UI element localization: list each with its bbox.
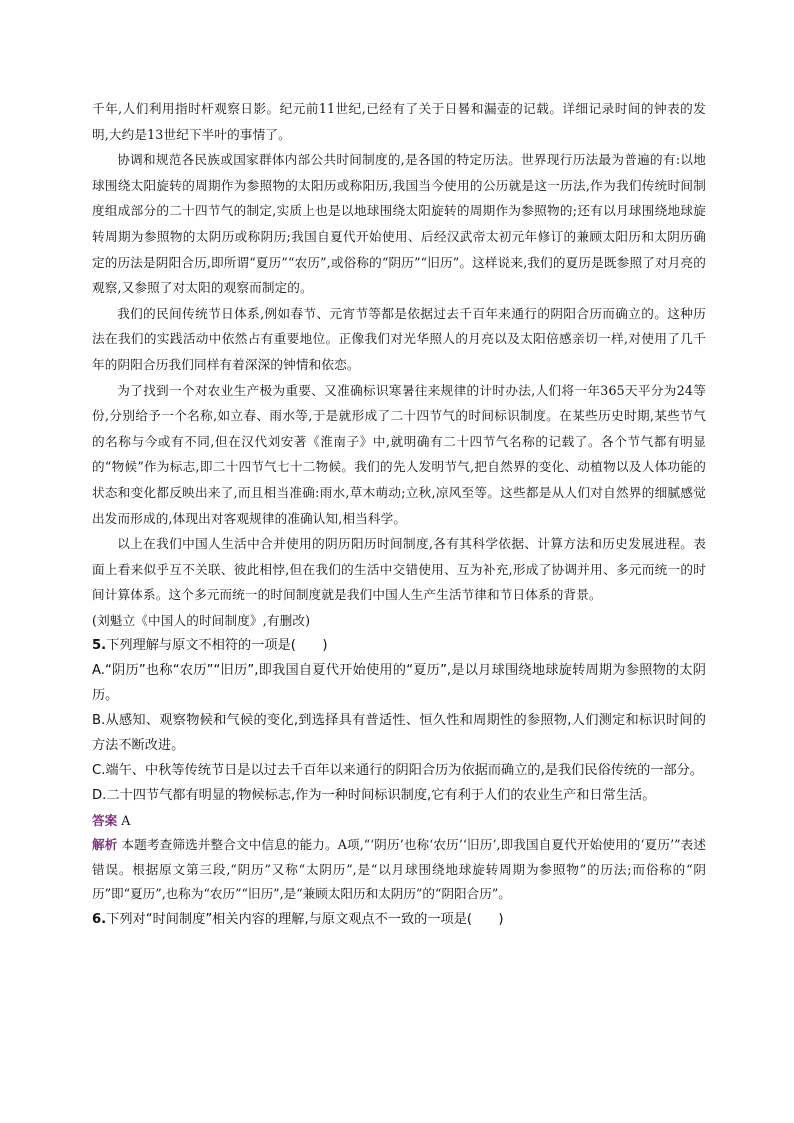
question-5-option-c: C.端午、中秋等传统节日是以过去千百年以来通行的阴阳合历为依据而确立的,是我们民俗传统的一部分。 bbox=[92, 763, 704, 779]
question-6-stem bbox=[92, 907, 706, 932]
question-5-answer bbox=[92, 808, 706, 833]
explanation-label: 解析 bbox=[92, 837, 118, 853]
explanation-text: 本题考查筛选并整合文中信息的能力。A项,“‘阴历’也称‘农历’‘旧历’,即我国自夏代开始使用的‘夏历’”表述错误。根据原文第三段,“阴历”又称“太阴历”,是“以月球围绕地球旋转周期为参照物”的历法;而俗称的“阴历”即“夏历”,也称为“农历”“旧历”,是“兼顾太阳历和太阴历”的“阴阳合历”。 bbox=[92, 837, 706, 902]
passage-paragraph-5: 以上在我们中国人生活中合并使用的阴历阳历时间制度,各有其科学依据、计算方法和历史发展进程。表面上看来似乎互不关联、彼此相悖,但在我们的生活中交错使用、互为补充,形成了协调并用、多元而统一的时间计算体系。这个多元而统一的时间制度就是我们中国人生产生活节律和节日体系的背景。 bbox=[92, 536, 706, 603]
answer-value: A bbox=[121, 813, 131, 829]
answer-label: 答案 bbox=[92, 813, 118, 829]
question-5-option-a: A.“阴历”也称“农历”“旧历”,即我国自夏代开始使用的“夏历”,是以月球围绕地球旋转周期为参照物的太阴历。 bbox=[92, 663, 706, 704]
question-5-number: 5. bbox=[92, 638, 107, 654]
reading-passage bbox=[92, 96, 706, 633]
passage-source: (刘魁立《中国人的时间制度》,有删改) bbox=[92, 612, 311, 628]
question-5-explanation bbox=[92, 833, 706, 907]
passage-paragraph-1: 千年,人们利用指时杆观察日影。纪元前11世纪,已经有了关于日晷和漏壶的记载。详细记录时间的钟表的发明,大约是13世纪下半叶的事情了。 bbox=[92, 101, 706, 142]
document-page bbox=[92, 96, 706, 932]
passage-paragraph-2: 协调和规范各民族或国家群体内部公共时间制度的,是各国的特定历法。世界现行历法最为普遍的有:以地球围绕太阳旋转的周期作为参照物的太阳历或称阳历,我国当今使用的公历就是这一历法,作为我们传统时间制度组成部分的二十四节气的制定,实质上也是以地球围绕太阳旋转的周期作为参照物的;还有以月球围绕地球旋转周期为参照物的太阴历或称阴历;我国自夏代开始使用、后经汉武帝太初元年修订的兼顾太阳历和太阴历确定的历法是阴阳合历,即所谓“夏历”“农历”,或俗称的“阴历”“旧历”。这样说来,我们的夏历是既参照了对月亮的观察,又参照了对太阳的观察而制定的。 bbox=[92, 152, 706, 296]
passage-paragraph-3: 我们的民间传统节日体系,例如春节、元宵节等都是依据过去千百年来通行的阴阳合历而确立的。这种历法在我们的实践活动中依然占有重要地位。正像我们对光华照人的月亮以及太阳倍感亲切一样,对使用了几千年的阴阳合历我们同样有着深深的钟情和依恋。 bbox=[92, 305, 706, 372]
passage-paragraph-4: 为了找到一个对农业生产极为重要、又准确标识寒暑往来规律的计时办法,人们将一年365天平分为24等份,分别给予一个名称,如立春、雨水等,于是就形成了二十四节气的时间标识制度。在某些历史时期,某些节气的名称与今或有不同,但在汉代刘安著《淮南子》中,就明确有二十四节气名称的记载了。各个节气都有明显的“物候”作为标志,即二十四节气七十二物候。我们的先人发明节气,把自然界的变化、动植物以及人体功能的状态和变化都反映出来了,而且相当准确:雨水,草木萌动;立秋,凉风至等。这些都是从人们对自然界的细腻感觉出发而形成的,体现出对客观规律的准确认知,相当科学。 bbox=[92, 382, 706, 526]
question-5-text: 下列理解与原文不相符的一项是( ) bbox=[106, 638, 328, 654]
question-6-number: 6. bbox=[92, 911, 107, 927]
question-5 bbox=[92, 633, 706, 907]
question-5-stem bbox=[92, 633, 706, 658]
question-6 bbox=[92, 907, 706, 932]
question-6-text: 下列对“时间制度”相关内容的理解,与原文观点不一致的一项是( ) bbox=[106, 911, 504, 927]
question-5-option-d: D.二十四节气都有明显的物候标志,作为一种时间标识制度,它有利于人们的农业生产和日常生活。 bbox=[92, 788, 656, 804]
question-5-option-b: B.从感知、观察物候和气候的变化,到选择具有普适性、恒久性和周期性的参照物,人们测定和标识时间的方法不断改进。 bbox=[92, 713, 706, 754]
